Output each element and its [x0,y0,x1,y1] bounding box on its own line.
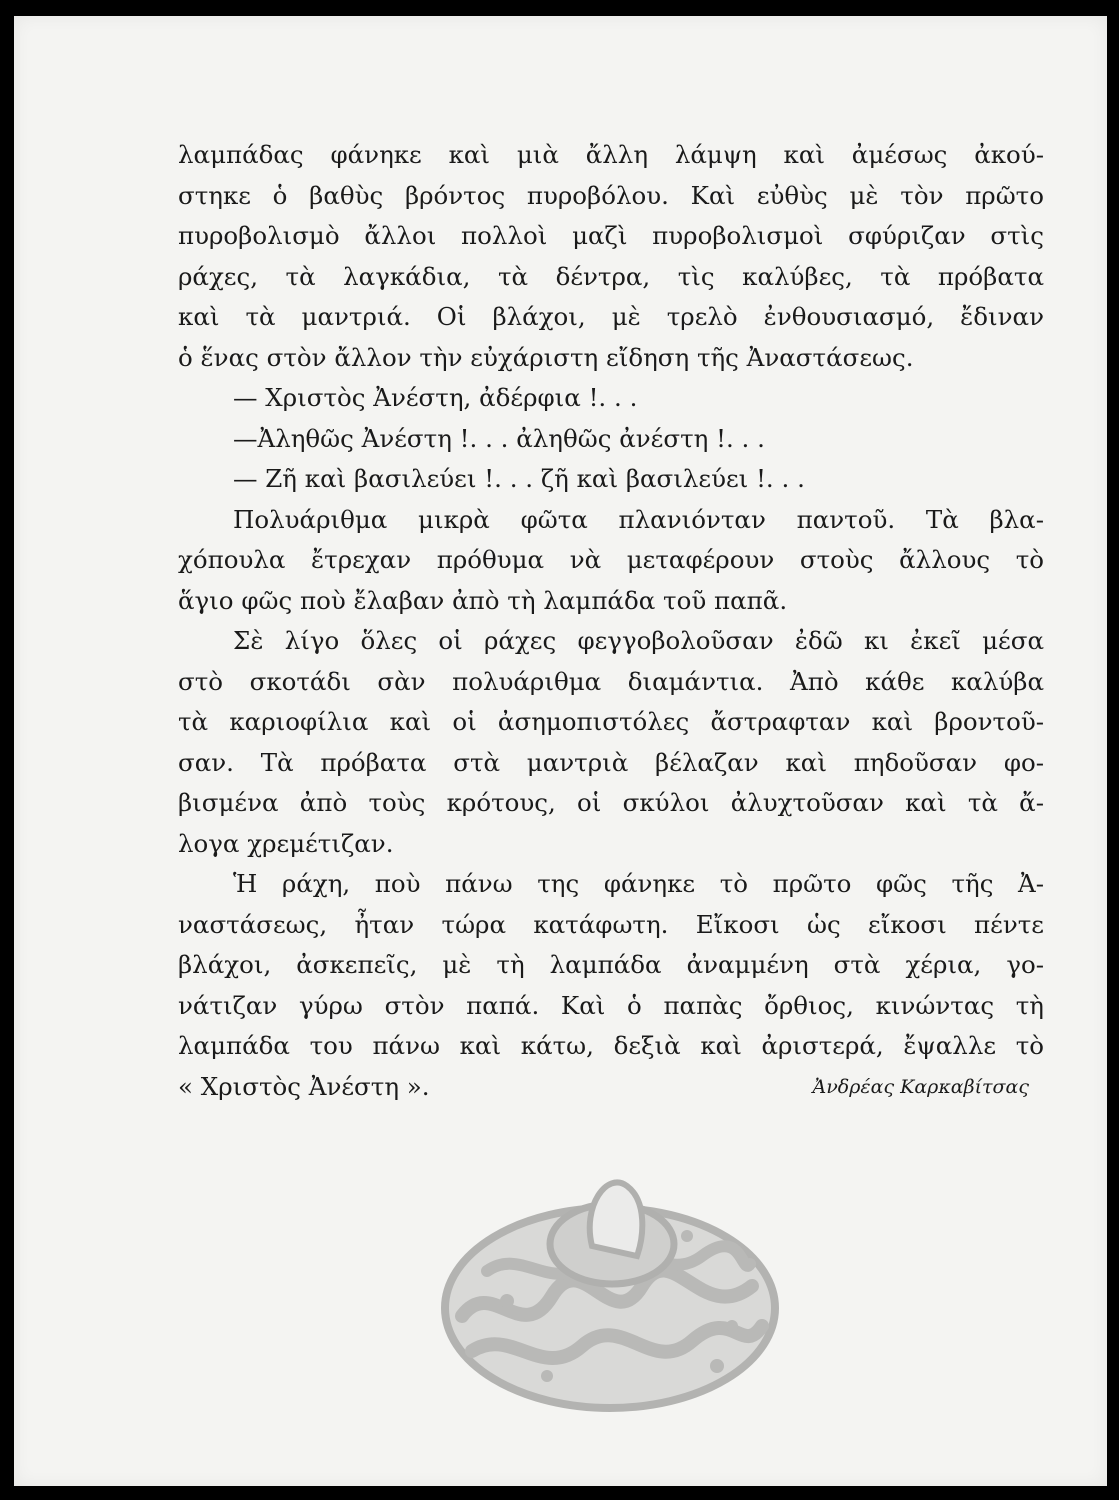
text-line: λογα χρεμέτιζαν. [178,828,394,858]
author-signature: Ἀνδρέας Καρκαβίτσας [812,1076,1029,1098]
text-line: Σὲ λίγο ὅλες οἱ ράχες φεγγοβολοῦσαν ἐδῶ κι ἐκεῖ μέσα [233,626,1044,655]
text-line: ὁ ἕνας στὸν ἄλλον τὴν εὐχάριστη εἴδηση τῆς Ἀναστάσεως. [178,342,914,372]
text-line: λαμπάδα του πάνω καὶ κάτω, δεξιὰ καὶ ἀριστερά, ἔψαλλε τὸ [178,1031,1044,1060]
dialogue-line: —Ἀληθῶς Ἀνέστη !. . . ἀληθῶς ἀνέστη !. . . [233,423,765,453]
text-line: στηκε ὁ βαθὺς βρόντος πυροβόλου. Καὶ εὐθὺς μὲ τὸν πρῶτο [178,180,1044,210]
text-line: σαν. Τὰ πρόβατα στὰ μαντριὰ βέλαζαν καὶ πηδοῦσαν φο- [178,747,1044,777]
text-line: ναστάσεως, ἦταν τώρα κατάφωτη. Εἴκοσι ὡς εἴκοσι πέντε [178,909,1044,939]
text-line: στὸ σκοτάδι σὰν πολυάριθμα διαμάντια. Ἀπὸ κάθε καλύβα [178,666,1044,696]
book-page [14,16,1107,1486]
text-line: Ἡ ράχη, ποὺ πάνω της φάνηκε τὸ πρῶτο φῶς τῆς Ἀ- [233,869,1044,898]
text-line: καὶ τὰ μαντριά. Οἱ βλάχοι, μὲ τρελὸ ἐνθουσιασμό, ἔδιναν [178,302,1044,331]
text-body [178,135,1044,1107]
text-line: Πολυάριθμα μικρὰ φῶτα πλανιόνταν παντοῦ. Τὰ βλα- [233,504,1044,534]
text-line: χόπουλα ἔτρεχαν πρόθυμα νὰ μεταφέρουν στοὺς ἄλλους τὸ [178,545,1044,574]
text-line: βλάχοι, ἀσκεπεῖς, μὲ τὴ λαμπάδα ἀναμμένη στὰ χέρια, γο- [178,950,1044,979]
text-line: ράχες, τὰ λαγκάδια, τὰ δέντρα, τὶς καλύβες, τὰ πρόβατα [178,261,1044,291]
text-line: νάτιζαν γύρω στὸν παπά. Καὶ ὁ παπὰς ὄρθιος, κινώντας τὴ [178,990,1044,1020]
text-line: ἅγιο φῶς ποὺ ἔλαβαν ἀπὸ τὴ λαμπάδα τοῦ παπᾶ. [178,585,788,615]
text-line: « Χριστὸς Ἀνέστη ». [178,1071,430,1101]
text-line: λαμπάδας φάνηκε καὶ μιὰ ἄλλη λάμψη καὶ ἀμέσως ἀκού- [178,140,1044,169]
text-line: τὰ καριοφίλια καὶ οἱ ἀσημοπιστόλες ἄστραφταν καὶ βροντοῦ- [178,707,1044,736]
dialogue-line: — Χριστὸς Ἀνέστη, ἀδέρφια !. . . [233,383,638,412]
text-line: βισμένα ἀπὸ τοὺς κρότους, οἱ σκύλοι ἀλυχτοῦσαν καὶ τὰ ἄ- [178,788,1044,817]
text-line: πυροβολισμὸ ἄλλοι πολλοὶ μαζὶ πυροβολισμοὶ σφύριζαν στὶς [178,221,1044,250]
dialogue-line: — Ζῆ καὶ βασιλεύει !. . . ζῆ καὶ βασιλεύει !. . . [233,464,805,493]
hat-woodcut-illustration-icon [432,1166,792,1426]
